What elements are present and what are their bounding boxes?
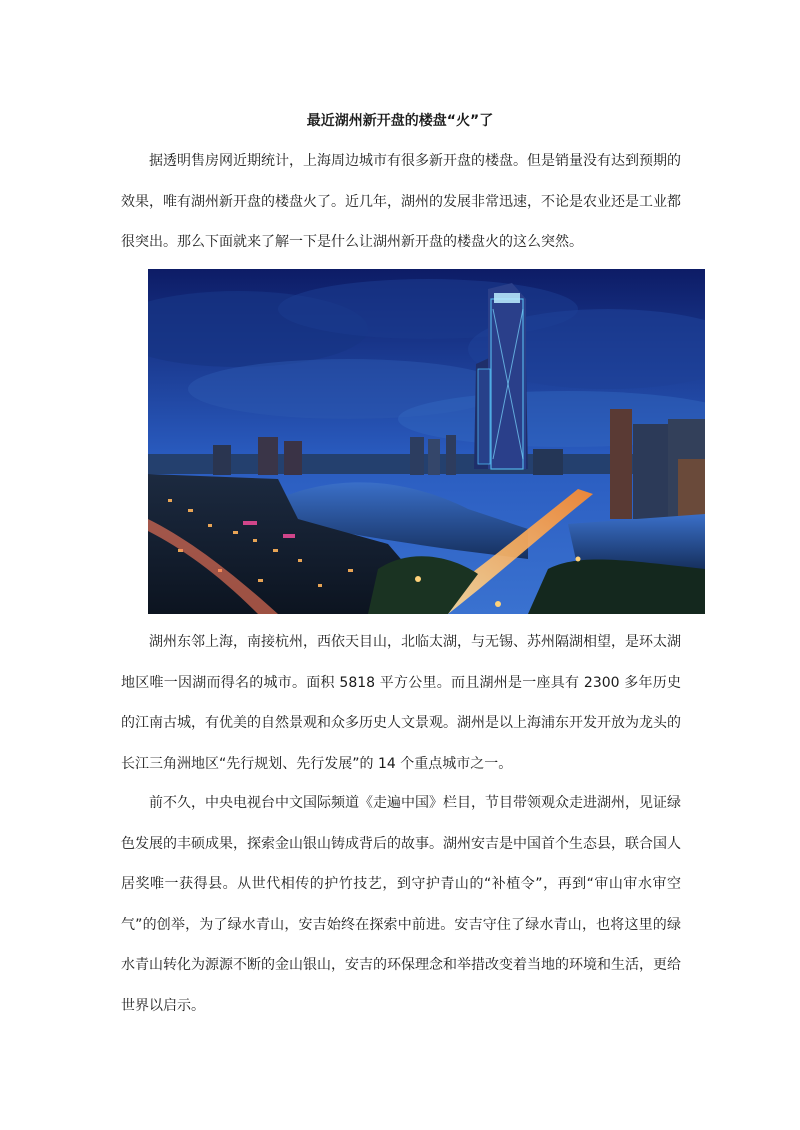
article-title: 最近湖州新开盘的楼盘“火”了 — [306, 113, 494, 129]
paragraph-anji: 前不久，中央电视台中文国际频道《走遍中国》栏目，节目带领观众走进湖州，见证绿色发展的丰硕成果，探索金山银山铸成背后的故事。湖州安吉是中国首个生态县，联合国人居奖唯一获得县。从世代相传的护竹技艺，到守护青山的“补植令”，再到“审山审水审空气”的创举，为了绿水青山，安吉始终在探索中前进。安吉守住了绿水青山，也将这里的绿水青山转化为源源不断的金山银山，安吉的环保理念和举措改变着当地的环境和生活，更给世界以启示。 — [121, 795, 681, 1014]
paragraph-location: 湖州东邻上海，南接杭州，西依天目山，北临太湖，与无锡、苏州隔湖相望，是环太湖地区唯一因湖而得名的城市。面积 5818 平方公里。而且湖州是一座具有 2300 多年历史的江南古城，有优美的自然景观和众多历史人文景观。湖州是以上海浦东开发开放为龙头的长江三角洲地区“先行规划、先行发展”的 14 个重点城市之一。 — [121, 634, 681, 772]
paragraph-intro: 据透明售房网近期统计，上海周边城市有很多新开盘的楼盘。但是销量没有达到预期的效果，唯有湖州新开盘的楼盘火了。近几年，湖州的发展非常迅速，不论是农业还是工业都很突出。那么下面就来了解一下是什么让湖州新开盘的楼盘火的这么突然。 — [121, 153, 681, 250]
city-night-photo — [148, 269, 705, 614]
